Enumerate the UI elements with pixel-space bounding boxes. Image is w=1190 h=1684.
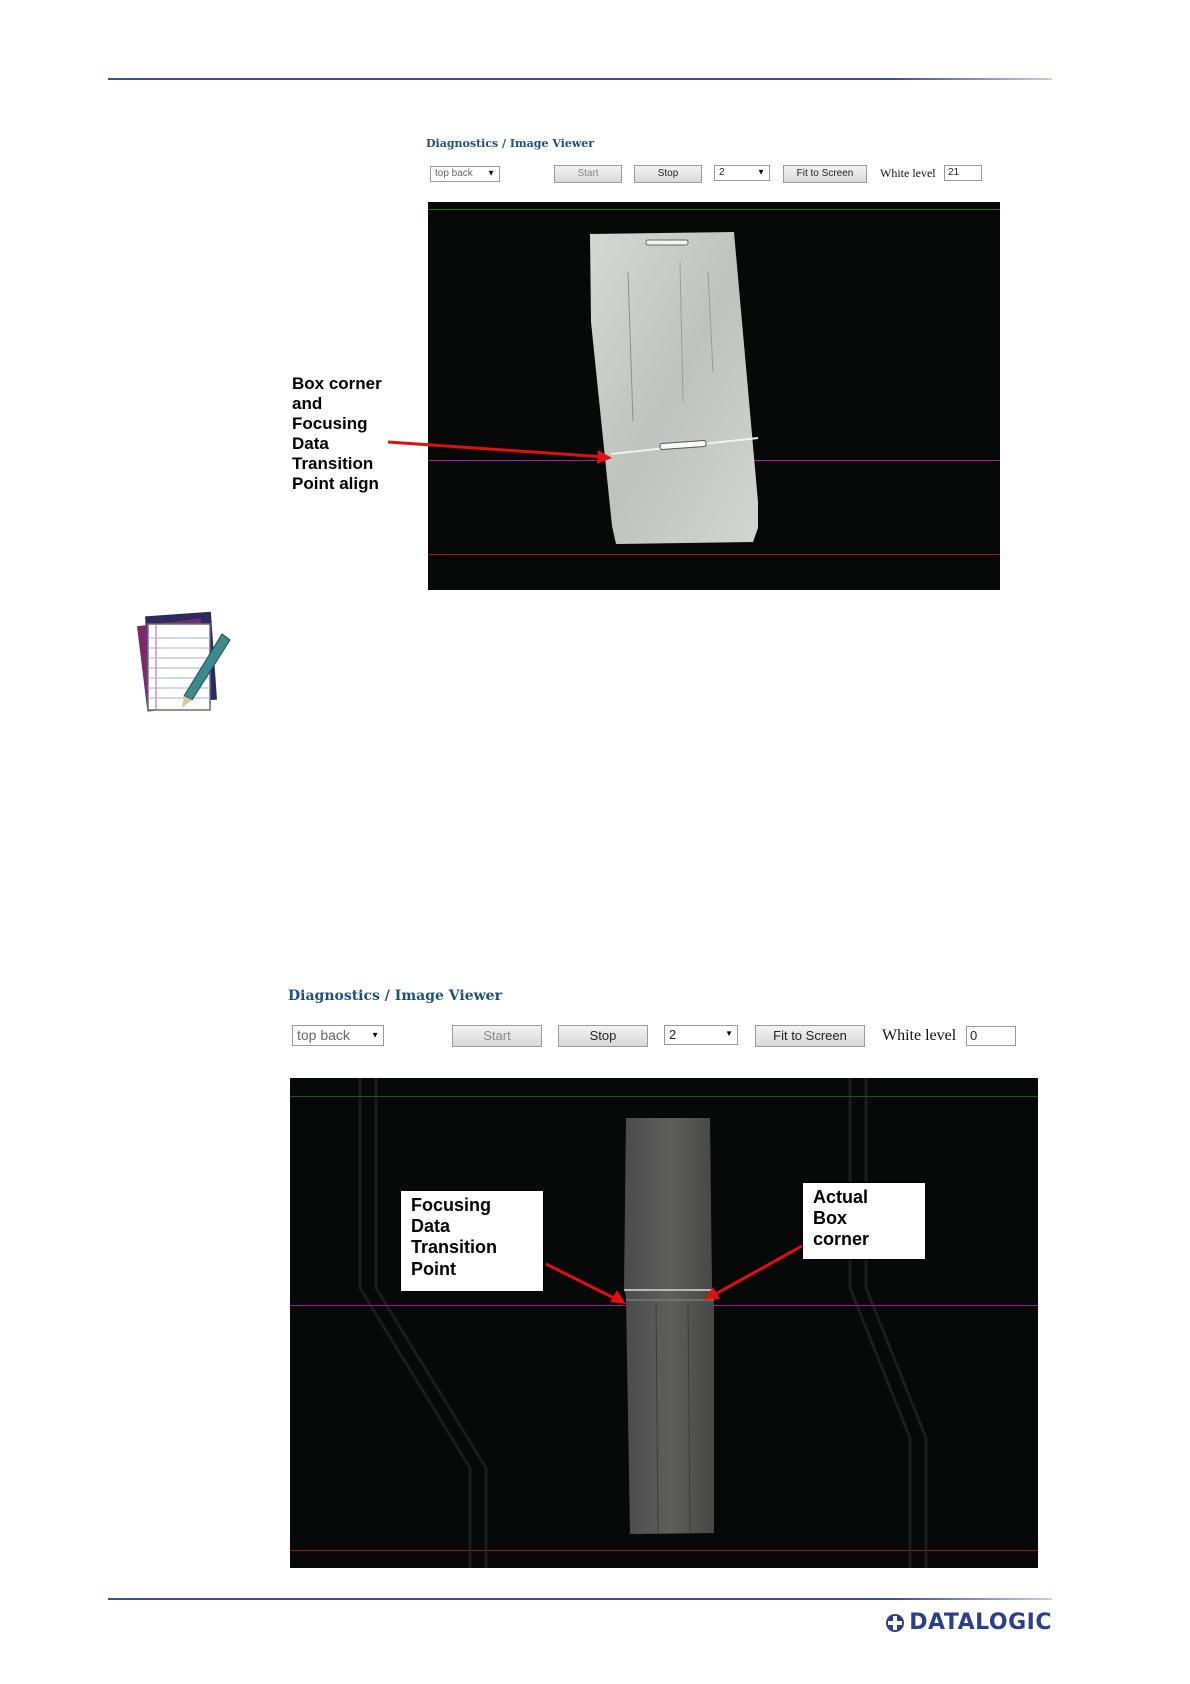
annotation-box-corner-align bbox=[292, 374, 382, 494]
annotation-line: Data bbox=[292, 434, 329, 454]
fit-to-screen-button[interactable]: Fit to Screen bbox=[755, 1025, 865, 1047]
annotation-line: Actual bbox=[813, 1187, 869, 1207]
start-button[interactable]: Start bbox=[452, 1025, 542, 1047]
stop-button[interactable]: Stop bbox=[558, 1025, 648, 1047]
annotation-line: Point bbox=[411, 1258, 456, 1279]
white-level-input[interactable]: 0 bbox=[966, 1026, 1016, 1046]
footer-rule bbox=[108, 1598, 1052, 1600]
camera-select[interactable] bbox=[292, 1025, 384, 1046]
scanned-box bbox=[290, 1078, 1038, 1568]
zoom-select[interactable] bbox=[714, 165, 770, 181]
start-button[interactable]: Start bbox=[554, 165, 622, 183]
scan-image bbox=[428, 202, 1000, 590]
zoom-select-value: 2 bbox=[669, 1027, 677, 1042]
annotation-line: Focusing bbox=[411, 1195, 491, 1215]
scanned-box bbox=[428, 202, 1000, 590]
annotation-line: Box corner bbox=[292, 374, 382, 393]
zoom-select-value: 2 bbox=[719, 167, 725, 178]
annotation-line: Point align bbox=[292, 474, 379, 494]
stop-button[interactable]: Stop bbox=[634, 165, 702, 183]
white-level-label: White level bbox=[880, 166, 936, 180]
annotation-line: Transition bbox=[411, 1237, 498, 1258]
chevron-down-icon: ▼ bbox=[371, 1030, 379, 1040]
scan-image bbox=[290, 1078, 1038, 1568]
camera-select-value: top back bbox=[435, 168, 473, 179]
camera-select-value: top back bbox=[297, 1027, 350, 1043]
datalogic-mark-icon bbox=[885, 1613, 905, 1633]
chevron-down-icon: ▼ bbox=[725, 1029, 733, 1039]
annotation-line: Box bbox=[813, 1208, 848, 1229]
note-icon bbox=[134, 608, 236, 716]
annotation-focusing-point bbox=[400, 1190, 544, 1292]
white-level-label: White level bbox=[882, 1027, 957, 1044]
breadcrumb[interactable]: Diagnostics / Image Viewer bbox=[288, 988, 502, 1004]
zoom-select[interactable] bbox=[664, 1025, 738, 1045]
header-rule bbox=[108, 78, 1052, 80]
camera-select[interactable] bbox=[430, 166, 500, 182]
datalogic-logo bbox=[885, 1610, 1052, 1635]
annotation-line: Transition bbox=[292, 454, 374, 474]
logo-text: DATALOGIC bbox=[909, 1610, 1052, 1635]
breadcrumb[interactable]: Diagnostics / Image Viewer bbox=[426, 137, 595, 150]
arrow-icon bbox=[540, 1240, 810, 1310]
annotation-line: Data bbox=[411, 1216, 451, 1237]
annotation-line: Focusing bbox=[292, 414, 368, 434]
annotation-line: and bbox=[292, 394, 323, 414]
white-level-input[interactable]: 21 bbox=[944, 165, 982, 181]
annotation-line: corner bbox=[813, 1229, 870, 1250]
annotation-actual-box-corner bbox=[802, 1182, 926, 1260]
fit-to-screen-button[interactable]: Fit to Screen bbox=[783, 165, 867, 183]
chevron-down-icon: ▼ bbox=[757, 167, 765, 177]
chevron-down-icon: ▼ bbox=[487, 168, 495, 178]
arrow-icon bbox=[380, 430, 620, 470]
